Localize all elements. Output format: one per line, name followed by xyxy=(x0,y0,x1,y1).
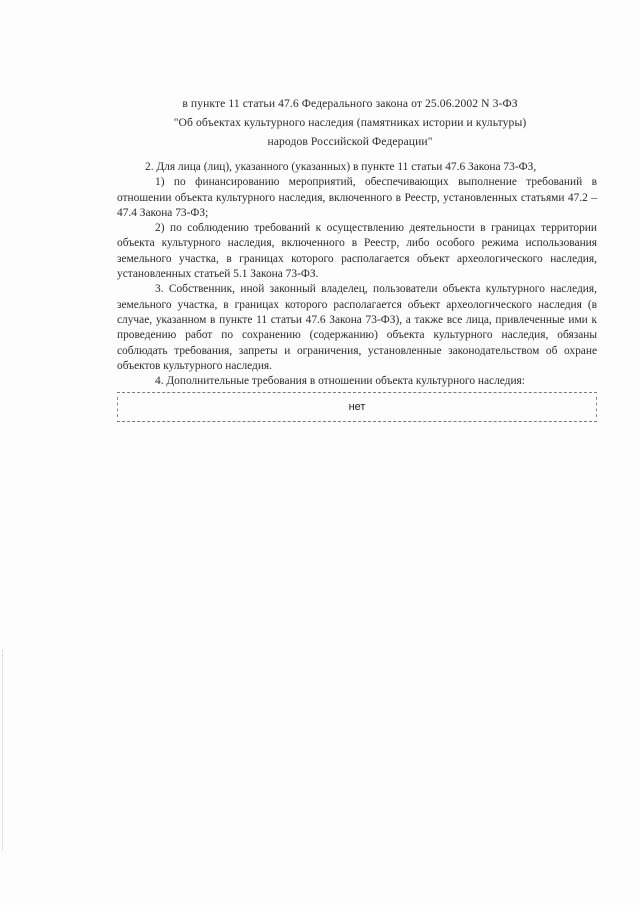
paragraph-2: 2. Для лица (лиц), указанного (указанных) в пункте 11 статьи 47.6 Закона 73-ФЗ, xyxy=(145,161,537,173)
document-body xyxy=(117,160,597,389)
paragraph-3: 3. Собственник, иной законный владелец, пользователи объекта культурного наследия, земельного участка, в границах которого располагается объект археологического наследия (в случае, указанном в пункте 11 статьи 47.6 Закона 73-ФЗ), а также все лица, привлеченные ими к проведению работ по сохранению (содержанию) объекта культурного наследия, обязаны соблюдать требования, запреты и ограничения, установленные законодательством об охране объектов культурного наследия. xyxy=(117,283,597,372)
additional-requirements-box xyxy=(117,392,597,422)
heading-line-1: в пункте 11 статьи 47.6 Федерального закона от 25.06.2002 N 3-ФЗ xyxy=(182,97,518,110)
paragraph-4: 4. Дополнительные требования в отношении объекта культурного наследия: xyxy=(155,375,525,388)
document-heading xyxy=(100,94,600,151)
additional-requirements-value: нет xyxy=(348,401,366,413)
paragraph-2-item-1: 1) по финансированию мероприятий, обеспечивающих выполнение требований в отношении объекта культурного наследия, включенного в Реестр, установленных статьями 47.2 – 47.4 Закона 73-ФЗ; xyxy=(117,176,597,219)
paragraph-2-item-2: 2) по соблюдению требований к осуществлению деятельности в границах территории объекта культурного наследия, включенного в Реестр, либо особого режима использования земельного участка, в границах которого располагается объект археологического наследия, установленных статьей 5.1 Закона 73-ФЗ. xyxy=(117,222,597,281)
heading-line-3: народов Российской Федерации" xyxy=(267,135,433,148)
scan-edge-marks xyxy=(2,650,6,850)
heading-line-2: "Об объектах культурного наследия (памятниках истории и культуры) xyxy=(173,116,527,129)
